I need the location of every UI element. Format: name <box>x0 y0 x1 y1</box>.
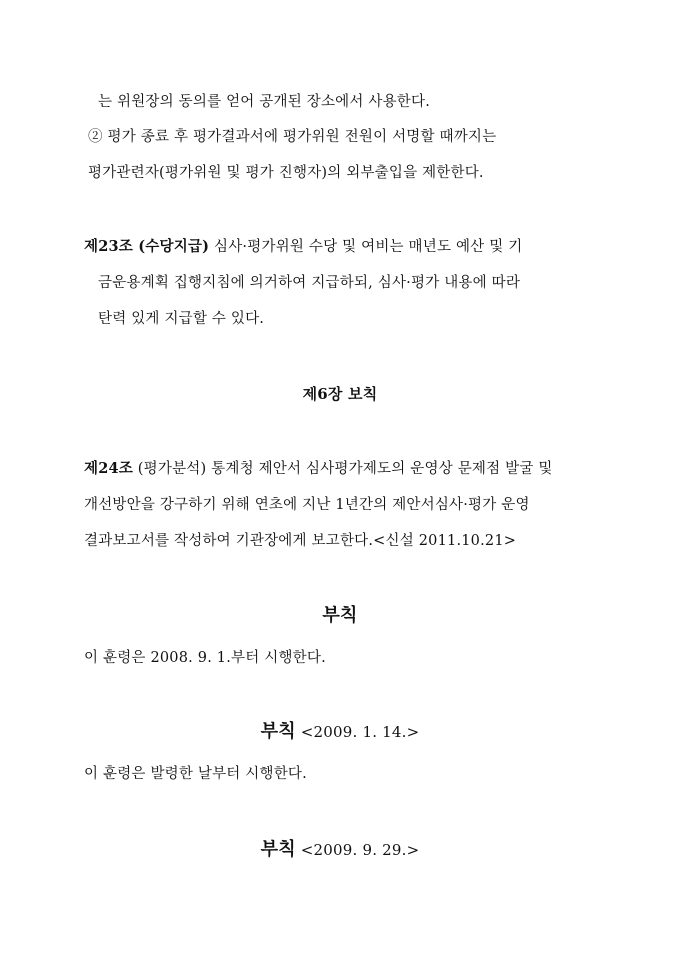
supplementary-title: 부칙 <box>260 721 296 742</box>
article-text: 심사·평가위원 수당 및 여비는 매년도 예산 및 기 <box>209 239 523 255</box>
article-text: (평가분석) 통계청 제안서 심사평가제도의 운영상 문제점 발굴 및 <box>133 461 553 477</box>
article-23-heading: 제23조 (수당지급) <box>84 238 210 255</box>
supplementary-heading-3 <box>0 838 680 862</box>
text-line: 이 훈령은 2008. 9. 1.부터 시행한다. <box>84 650 326 666</box>
supplementary-date: <2009. 9. 29.> <box>295 841 420 859</box>
chapter-heading: 제6장 보칙 <box>302 385 378 403</box>
article-24-line-1 <box>84 459 553 479</box>
text-line: 개선방안을 강구하기 위해 연초에 지난 1년간의 제안서심사·평가 운영 <box>84 497 530 513</box>
text-line: 이 훈령은 발령한 날부터 시행한다. <box>84 766 307 782</box>
supplementary-date: <2009. 1. 14.> <box>295 723 420 741</box>
article-23-line-1 <box>84 237 522 257</box>
text-line: 결과보고서를 작성하여 기관장에게 보고한다.<신설 2011.10.21> <box>84 533 517 549</box>
text-line: 평가관련자(평가위원 및 평가 진행자)의 외부출입을 제한한다. <box>88 165 484 181</box>
text-line: 탄력 있게 지급할 수 있다. <box>98 311 265 327</box>
supplementary-title: 부칙 <box>260 839 296 860</box>
supplementary-heading: 부칙 <box>322 605 358 626</box>
text-line: ② 평가 종료 후 평가결과서에 평가위원 전원이 서명할 때까지는 <box>88 129 497 145</box>
text-line: 금운용계획 집행지침에 의거하여 지급하되, 심사·평가 내용에 따라 <box>98 275 521 291</box>
supplementary-heading-2 <box>0 720 680 744</box>
article-24-heading: 제24조 <box>84 460 133 477</box>
text-line: 는 위원장의 동의를 얻어 공개된 장소에서 사용한다. <box>98 94 431 110</box>
